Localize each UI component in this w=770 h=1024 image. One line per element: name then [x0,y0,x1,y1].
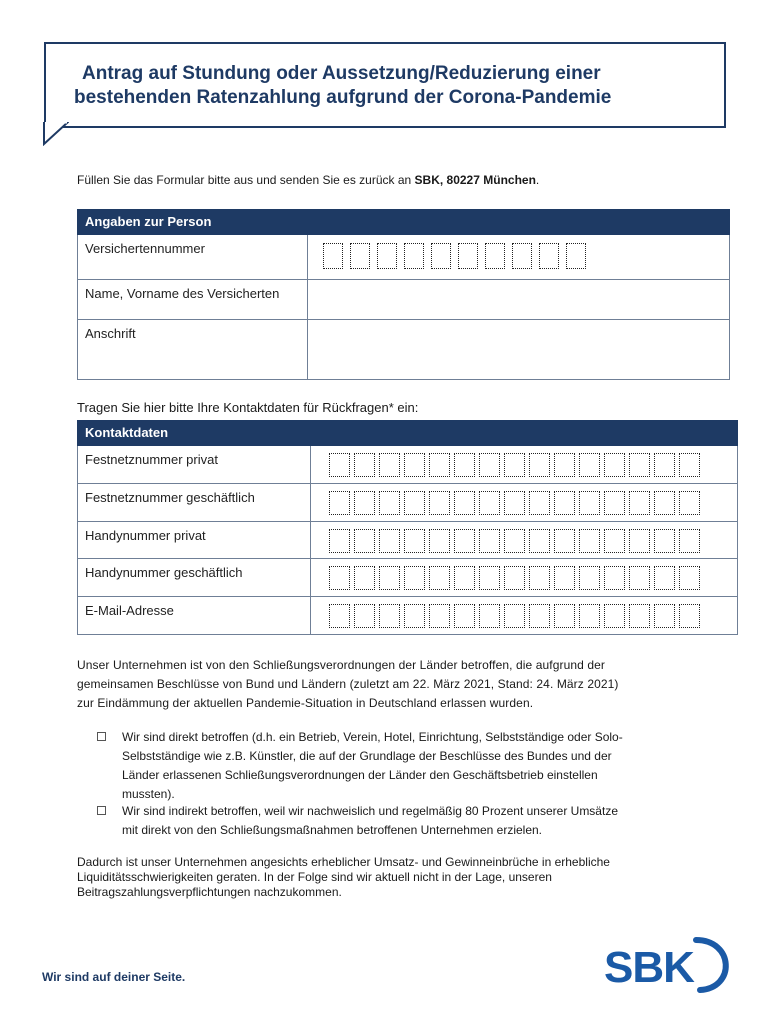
field-row-festnetz-geschaeftlich [77,484,738,522]
statement-paragraph: Unser Unternehmen ist von den Schließungsverordnungen der Länder betroffen, die aufgrund der gemeinsamen Beschlüsse von Bund und Ländern (zuletzt am 22. März 2021, Stand: 24. März 2021) zur Eindämmung der aktuellen Pandemie-Situation in Deutschland erlassen wurden. [77,658,619,710]
field-row-handy-privat [77,522,738,559]
digit-box[interactable] [377,243,397,269]
digit-box[interactable] [350,243,370,269]
return-address: SBK, 80227 München [414,173,536,187]
option-direkt-betroffen[interactable]: Wir sind direkt betroffen (d.h. ein Betrieb, Verein, Hotel, Einrichtung, Selbstständige oder Solo- Selbstständige wie z.B. Künstler, die auf der Grundlage der Beschlüsse des Bundes und der Länder erlassenen Schließungsverordnungen der Länder den Geschäftsbetrieb einstellen mussten). [97,728,707,804]
intro-text: Füllen Sie das Formular bitte aus und senden Sie es zurück an SBK, 80227 München. [77,173,540,187]
address-input[interactable] [308,320,729,379]
field-label: Festnetznummer privat [85,452,218,467]
logo-arc [696,940,726,990]
name-input[interactable] [308,280,729,319]
handy-privat-input[interactable] [329,529,704,553]
field-label: Handynummer geschäftlich [85,565,243,580]
title-line-2: bestehenden Ratenzahlung aufgrund der Corona-Pandemie [74,87,612,108]
contact-prompt: Tragen Sie hier bitte Ihre Kontaktdaten für Rückfragen* ein: [77,400,419,415]
title-box [44,42,726,128]
logo-text: SBK [604,943,694,992]
field-row-name [77,280,730,320]
consequence-paragraph: Dadurch ist unser Unternehmen angesichts erheblicher Umsatz- und Gewinneinbrüche in erhebliche Liquiditätsschwierigkeiten geraten. In der Folge sind wir aktuell nicht in der Lage, unseren Beitragszahlungsverpflichtungen nachzukommen. [77,855,610,899]
digit-box[interactable] [485,243,505,269]
person-section-header: Angaben zur Person [77,209,730,235]
option-indirekt-betroffen[interactable]: Wir sind indirekt betroffen, weil wir nachweislich und regelmäßig 80 Prozent unserer Umsätze mit direkt von den Schließungsmaßnahmen betroffenen Unternehmen erzielen. [97,802,707,840]
field-label: Handynummer privat [85,528,206,543]
field-label: E-Mail-Adresse [85,603,174,618]
festnetz-privat-input[interactable] [329,453,704,477]
field-label: Name, Vorname des Versicherten [85,286,280,301]
digit-box[interactable] [566,243,586,269]
digit-box[interactable] [404,243,424,269]
page-title [74,62,704,110]
title-line-1: Antrag auf Stundung oder Aussetzung/Reduzierung einer [82,63,601,84]
field-row-handy-geschaeftlich [77,559,738,597]
field-row-anschrift [77,320,730,380]
checkbox[interactable] [97,806,106,815]
digit-box[interactable] [431,243,451,269]
sbk-logo [604,934,734,994]
handy-geschaeftlich-input[interactable] [329,566,704,590]
contact-section-header: Kontaktdaten [77,420,738,446]
versichertennummer-input[interactable] [323,243,593,269]
field-label: Versichertennummer [85,241,205,256]
field-row-email [77,597,738,635]
digit-box[interactable] [458,243,478,269]
digit-box[interactable] [539,243,559,269]
digit-box[interactable] [512,243,532,269]
footer-slogan: Wir sind auf deiner Seite. [42,970,186,984]
email-input[interactable] [329,604,704,628]
field-row-festnetz-privat [77,446,738,484]
field-label: Anschrift [85,326,136,341]
digit-box[interactable] [323,243,343,269]
festnetz-geschaeftlich-input[interactable] [329,491,704,515]
checkbox[interactable] [97,732,106,741]
speech-bubble-tail [43,122,69,146]
field-label: Festnetznummer geschäftlich [85,490,255,505]
field-row-versichertennummer [77,235,730,280]
